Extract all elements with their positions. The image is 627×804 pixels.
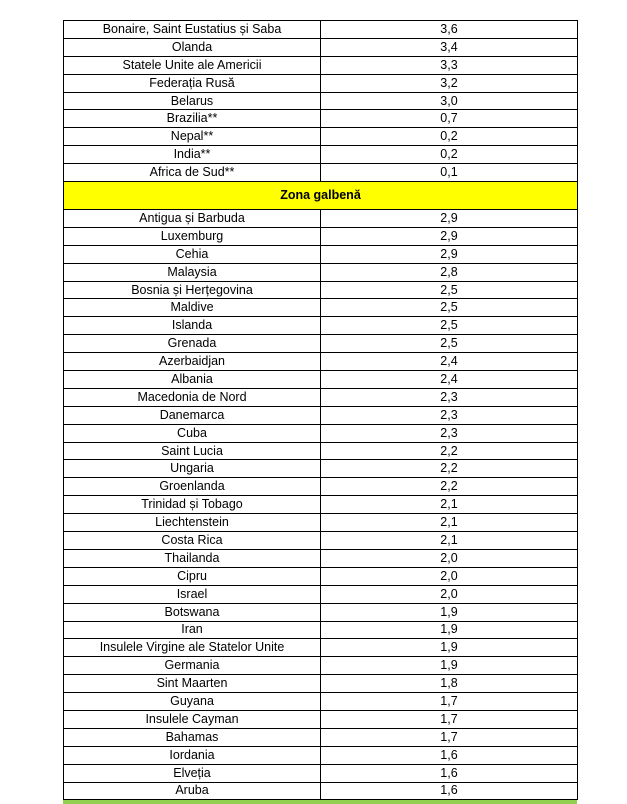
table-row	[64, 693, 578, 711]
rate-cell: 2,2	[321, 478, 578, 496]
table-row	[64, 478, 578, 496]
country-cell: Israel	[64, 585, 321, 603]
table-row	[64, 675, 578, 693]
country-cell: Guyana	[64, 693, 321, 711]
table-row	[64, 532, 578, 550]
table-row	[64, 210, 578, 228]
rate-cell: 2,0	[321, 585, 578, 603]
rate-cell: 3,6	[321, 21, 578, 39]
table-row	[64, 335, 578, 353]
rate-cell: 2,2	[321, 442, 578, 460]
rate-cell: 2,2	[321, 460, 578, 478]
table-row	[64, 764, 578, 782]
table-row	[64, 21, 578, 39]
rate-cell: 2,4	[321, 371, 578, 389]
green-zone-header-strip	[63, 799, 577, 804]
rate-cell: 1,7	[321, 710, 578, 728]
table-row	[64, 746, 578, 764]
country-cell: Bosnia și Herțegovina	[64, 281, 321, 299]
rate-cell: 2,8	[321, 263, 578, 281]
country-cell: Nepal**	[64, 128, 321, 146]
table-row	[64, 496, 578, 514]
rate-cell: 1,9	[321, 603, 578, 621]
country-rate-table	[63, 20, 578, 800]
rate-cell: 2,3	[321, 424, 578, 442]
country-cell: Maldive	[64, 299, 321, 317]
table-row	[64, 639, 578, 657]
table-row	[64, 424, 578, 442]
country-cell: Thailanda	[64, 549, 321, 567]
rate-cell: 2,0	[321, 567, 578, 585]
table-row	[64, 585, 578, 603]
rate-cell: 3,2	[321, 74, 578, 92]
country-cell: Elveția	[64, 764, 321, 782]
table-row	[64, 164, 578, 182]
table-row	[64, 549, 578, 567]
country-cell: Iran	[64, 621, 321, 639]
country-cell: Macedonia de Nord	[64, 388, 321, 406]
rate-cell: 1,6	[321, 764, 578, 782]
rate-cell: 2,5	[321, 335, 578, 353]
country-cell: Aruba	[64, 782, 321, 800]
country-cell: Botswana	[64, 603, 321, 621]
table-row	[64, 353, 578, 371]
rate-cell: 0,2	[321, 128, 578, 146]
rate-cell: 2,9	[321, 210, 578, 228]
rate-cell: 1,6	[321, 746, 578, 764]
rate-cell: 2,4	[321, 353, 578, 371]
rate-cell: 2,3	[321, 406, 578, 424]
table-row	[64, 621, 578, 639]
table-row	[64, 92, 578, 110]
country-cell: Insulele Cayman	[64, 710, 321, 728]
country-cell: Costa Rica	[64, 532, 321, 550]
table-row	[64, 227, 578, 245]
country-cell: Azerbaidjan	[64, 353, 321, 371]
table-row	[64, 38, 578, 56]
country-cell: Liechtenstein	[64, 514, 321, 532]
rate-cell: 2,1	[321, 532, 578, 550]
table-row	[64, 406, 578, 424]
country-cell: Cehia	[64, 245, 321, 263]
country-cell: Belarus	[64, 92, 321, 110]
table-row	[64, 56, 578, 74]
table-row	[64, 388, 578, 406]
rate-cell: 3,4	[321, 38, 578, 56]
country-cell: Islanda	[64, 317, 321, 335]
rate-cell: 1,7	[321, 728, 578, 746]
table-row	[64, 245, 578, 263]
table-row	[64, 460, 578, 478]
country-cell: Bahamas	[64, 728, 321, 746]
table-row	[64, 128, 578, 146]
rate-cell: 3,3	[321, 56, 578, 74]
rate-cell: 1,8	[321, 675, 578, 693]
table-section-yellow-header	[64, 182, 578, 210]
rate-cell: 0,7	[321, 110, 578, 128]
country-cell: Trinidad și Tobago	[64, 496, 321, 514]
rate-cell: 2,1	[321, 514, 578, 532]
rate-cell: 1,7	[321, 693, 578, 711]
rate-cell: 2,1	[321, 496, 578, 514]
table-row	[64, 603, 578, 621]
country-cell: Danemarca	[64, 406, 321, 424]
rate-cell: 1,9	[321, 621, 578, 639]
rate-cell: 0,1	[321, 164, 578, 182]
country-cell: Olanda	[64, 38, 321, 56]
table-section-top	[64, 21, 578, 182]
rate-cell: 2,5	[321, 281, 578, 299]
rate-cell: 2,0	[321, 549, 578, 567]
country-cell: Cuba	[64, 424, 321, 442]
country-cell: Malaysia	[64, 263, 321, 281]
table-row	[64, 110, 578, 128]
table-row	[64, 371, 578, 389]
table-row	[64, 74, 578, 92]
rate-cell: 2,9	[321, 227, 578, 245]
table-row	[64, 567, 578, 585]
rate-cell: 2,5	[321, 317, 578, 335]
table-row	[64, 657, 578, 675]
country-cell: Ungaria	[64, 460, 321, 478]
country-cell: Albania	[64, 371, 321, 389]
country-cell: Antigua și Barbuda	[64, 210, 321, 228]
table-row	[64, 299, 578, 317]
table-row	[64, 514, 578, 532]
rate-cell: 1,6	[321, 782, 578, 800]
table-row	[64, 146, 578, 164]
table-row	[64, 710, 578, 728]
rate-cell: 2,5	[321, 299, 578, 317]
table-row	[64, 263, 578, 281]
country-cell: India**	[64, 146, 321, 164]
table-section-yellow	[64, 210, 578, 800]
rate-cell: 1,9	[321, 639, 578, 657]
yellow-zone-title: Zona galbenă	[64, 182, 578, 210]
country-cell: Luxemburg	[64, 227, 321, 245]
country-cell: Insulele Virgine ale Statelor Unite	[64, 639, 321, 657]
table-row	[64, 782, 578, 800]
rate-cell: 2,3	[321, 388, 578, 406]
country-cell: Grenada	[64, 335, 321, 353]
country-cell: Brazilia**	[64, 110, 321, 128]
rate-cell: 0,2	[321, 146, 578, 164]
table-row	[64, 728, 578, 746]
country-cell: Sint Maarten	[64, 675, 321, 693]
rate-cell: 1,9	[321, 657, 578, 675]
country-cell: Africa de Sud**	[64, 164, 321, 182]
table-row	[64, 317, 578, 335]
table-row	[64, 442, 578, 460]
rate-cell: 2,9	[321, 245, 578, 263]
yellow-zone-header-row	[64, 182, 578, 210]
rate-cell: 3,0	[321, 92, 578, 110]
country-cell: Statele Unite ale Americii	[64, 56, 321, 74]
country-cell: Saint Lucia	[64, 442, 321, 460]
country-cell: Iordania	[64, 746, 321, 764]
country-cell: Bonaire, Saint Eustatius și Saba	[64, 21, 321, 39]
table-row	[64, 281, 578, 299]
country-cell: Federația Rusă	[64, 74, 321, 92]
country-cell: Cipru	[64, 567, 321, 585]
country-cell: Germania	[64, 657, 321, 675]
country-cell: Groenlanda	[64, 478, 321, 496]
